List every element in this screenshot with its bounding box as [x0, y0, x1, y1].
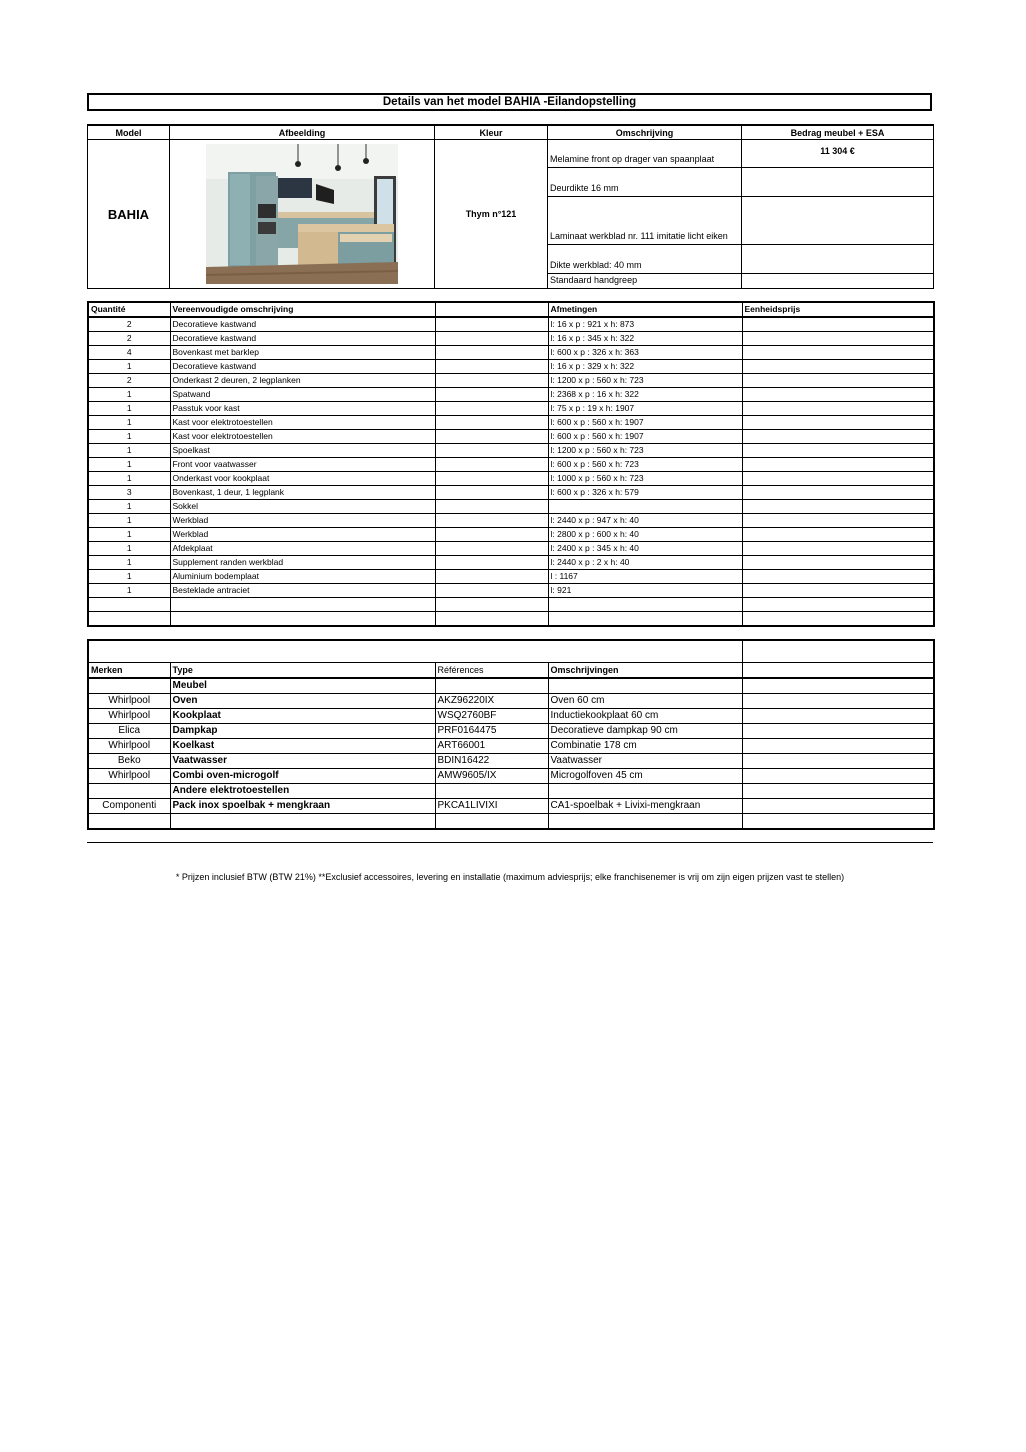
table-row: [88, 723, 934, 738]
model-name: BAHIA: [88, 140, 170, 289]
description-cell: Vaatwasser: [548, 753, 742, 768]
header-unit-price: Eenheidsprijs: [742, 302, 934, 317]
table-row: [88, 388, 934, 402]
empty-cell: [435, 612, 548, 627]
type-cell: Koelkast: [170, 738, 435, 753]
unit-price-cell: [742, 556, 934, 570]
table-row: [88, 332, 934, 346]
empty-cell: [742, 753, 934, 768]
type-cell: Kookplaat: [170, 708, 435, 723]
unit-price-cell: [742, 444, 934, 458]
description-cell: [548, 678, 742, 694]
appliances-blank-header: [88, 640, 742, 662]
description-cell: Kast voor elektrotoestellen: [170, 430, 435, 444]
unit-price-cell: [742, 570, 934, 584]
reference-cell: [435, 678, 548, 694]
table-row: [88, 458, 934, 472]
description-cell: Inductiekookplaat 60 cm: [548, 708, 742, 723]
dimensions-cell: l: 2440 x p : 947 x h: 40: [548, 514, 742, 528]
empty-cell: [742, 768, 934, 783]
table-row: [88, 738, 934, 753]
table-row: [88, 500, 934, 514]
dimensions-cell: l: 16 x p : 345 x h: 322: [548, 332, 742, 346]
appliances-blank-header-right: [742, 640, 934, 662]
dimensions-cell: l: 1000 x p : 560 x h: 723: [548, 472, 742, 486]
description-cell: Afdekplaat: [170, 542, 435, 556]
description-cell: Werkblad: [170, 528, 435, 542]
description-line-3: Laminaat werkblad nr. 111 imitatie licht eiken: [548, 197, 742, 245]
header-simplified-description: Vereenvoudigde omschrijving: [170, 302, 435, 317]
empty-cell: [435, 332, 548, 346]
quantity-cell: 4: [88, 346, 170, 360]
type-cell: Combi oven-microgolf: [170, 768, 435, 783]
quantity-cell: 1: [88, 528, 170, 542]
description-cell: [548, 813, 742, 829]
dimensions-cell: l: 1200 x p : 560 x h: 723: [548, 444, 742, 458]
unit-price-cell: [742, 346, 934, 360]
table-row: [88, 514, 934, 528]
unit-price-cell: [742, 317, 934, 332]
empty-cell: [435, 346, 548, 360]
header-references: Références: [435, 662, 548, 678]
quantity-cell: 1: [88, 430, 170, 444]
empty-cell: [742, 708, 934, 723]
reference-cell: PKCA1LIVIXI: [435, 798, 548, 813]
reference-cell: AKZ96220IX: [435, 693, 548, 708]
empty-cell: [435, 486, 548, 500]
empty-cell: [742, 798, 934, 813]
kitchen-photo: [206, 144, 398, 284]
brand-cell: Whirlpool: [88, 768, 170, 783]
description-cell: Besteklade antraciet: [170, 584, 435, 598]
quantity-cell: 1: [88, 458, 170, 472]
header-type: Type: [170, 662, 435, 678]
table-row: [88, 542, 934, 556]
type-cell: Andere elektrotoestellen: [170, 783, 435, 798]
type-cell: Pack inox spoelbak + mengkraan: [170, 798, 435, 813]
empty-cell: [742, 783, 934, 798]
dimensions-cell: l: 600 x p : 560 x h: 1907: [548, 430, 742, 444]
empty-cell: [742, 693, 934, 708]
unit-price-cell: [742, 542, 934, 556]
quantity-cell: 1: [88, 584, 170, 598]
quantity-cell: 2: [88, 317, 170, 332]
quantity-cell: 1: [88, 360, 170, 374]
empty-cell: [435, 528, 548, 542]
reference-cell: ART66001: [435, 738, 548, 753]
empty-cell: [435, 598, 548, 612]
empty-cell: [435, 360, 548, 374]
description-cell: Oven 60 cm: [548, 693, 742, 708]
quantity-cell: 1: [88, 402, 170, 416]
empty-cell: [435, 430, 548, 444]
brand-cell: Whirlpool: [88, 738, 170, 753]
table-row: [88, 584, 934, 598]
brand-cell: Whirlpool: [88, 693, 170, 708]
type-cell: Dampkap: [170, 723, 435, 738]
table-row: [88, 570, 934, 584]
table-row: [88, 346, 934, 360]
quantity-cell: 1: [88, 472, 170, 486]
table-row: [88, 598, 934, 612]
price-empty-cell: [742, 197, 934, 245]
table-row: [88, 317, 934, 332]
brand-cell: Componenti: [88, 798, 170, 813]
dimensions-cell: l: 600 x p : 560 x h: 723: [548, 458, 742, 472]
dimensions-cell: [548, 598, 742, 612]
table-row: [88, 486, 934, 500]
quantity-cell: 2: [88, 332, 170, 346]
description-cell: Sokkel: [170, 500, 435, 514]
empty-cell: [435, 556, 548, 570]
reference-cell: [435, 783, 548, 798]
description-cell: Bovenkast met barklep: [170, 346, 435, 360]
description-cell: [170, 612, 435, 627]
empty-cell: [435, 388, 548, 402]
description-cell: Supplement randen werkblad: [170, 556, 435, 570]
unit-price-cell: [742, 360, 934, 374]
table-row: [88, 693, 934, 708]
empty-cell: [435, 444, 548, 458]
page-title: Details van het model BAHIA -Eilandopstelling: [87, 93, 932, 111]
quantity-table: [87, 301, 935, 627]
table-row: [88, 360, 934, 374]
table-row: [88, 678, 934, 694]
dimensions-cell: l: 2440 x p : 2 x h: 40: [548, 556, 742, 570]
quantity-cell: 1: [88, 570, 170, 584]
description-cell: Passtuk voor kast: [170, 402, 435, 416]
dimensions-cell: l: 600 x p : 326 x h: 363: [548, 346, 742, 360]
brand-cell: [88, 678, 170, 694]
header-quantity: Quantité: [88, 302, 170, 317]
description-cell: Decoratieve dampkap 90 cm: [548, 723, 742, 738]
empty-cell: [435, 500, 548, 514]
quantity-cell: 1: [88, 514, 170, 528]
reference-cell: AMW9605/IX: [435, 768, 548, 783]
table-row: [88, 612, 934, 627]
empty-cell: [742, 738, 934, 753]
description-cell: Spatwand: [170, 388, 435, 402]
reference-cell: BDIN16422: [435, 753, 548, 768]
empty-cell: [435, 402, 548, 416]
appliances-table: [87, 639, 935, 830]
empty-cell: [435, 458, 548, 472]
unit-price-cell: [742, 332, 934, 346]
description-line-5: Standaard handgreep: [548, 274, 742, 289]
table-row: [88, 768, 934, 783]
description-cell: Decoratieve kastwand: [170, 360, 435, 374]
separator-line: [87, 842, 933, 843]
description-cell: Microgolfoven 45 cm: [548, 768, 742, 783]
description-cell: Spoelkast: [170, 444, 435, 458]
brand-cell: [88, 813, 170, 829]
header-empty: [435, 302, 548, 317]
header-image: Afbeelding: [170, 125, 435, 140]
reference-cell: WSQ2760BF: [435, 708, 548, 723]
quantity-cell: 1: [88, 556, 170, 570]
table-row: [88, 798, 934, 813]
quantity-cell: 1: [88, 444, 170, 458]
unit-price-cell: [742, 584, 934, 598]
description-cell: Aluminium bodemplaat: [170, 570, 435, 584]
table-row: [88, 430, 934, 444]
header-model: Model: [88, 125, 170, 140]
header-brands: Merken: [88, 662, 170, 678]
unit-price-cell: [742, 402, 934, 416]
unit-price-cell: [742, 598, 934, 612]
quantity-cell: [88, 598, 170, 612]
dimensions-cell: l: 16 x p : 329 x h: 322: [548, 360, 742, 374]
table-row: [88, 402, 934, 416]
type-cell: [170, 813, 435, 829]
empty-cell: [435, 514, 548, 528]
model-table: [87, 124, 934, 289]
header-descriptions: Omschrijvingen: [548, 662, 742, 678]
empty-cell: [742, 813, 934, 829]
kitchen-photo-cell: [170, 140, 435, 289]
description-line-1: Melamine front op drager van spaanplaat: [548, 140, 742, 168]
model-price: 11 304 €: [742, 140, 934, 168]
description-cell: [548, 783, 742, 798]
reference-cell: [435, 813, 548, 829]
empty-cell: [435, 542, 548, 556]
unit-price-cell: [742, 430, 934, 444]
dimensions-cell: l: 2400 x p : 345 x h: 40: [548, 542, 742, 556]
dimensions-cell: l: 921: [548, 584, 742, 598]
reference-cell: PRF0164475: [435, 723, 548, 738]
dimensions-cell: l: 2800 x p : 600 x h: 40: [548, 528, 742, 542]
dimensions-cell: l: 600 x p : 560 x h: 1907: [548, 416, 742, 430]
header-price: Bedrag meubel + ESA: [742, 125, 934, 140]
unit-price-cell: [742, 458, 934, 472]
unit-price-cell: [742, 416, 934, 430]
unit-price-cell: [742, 514, 934, 528]
description-cell: [170, 598, 435, 612]
unit-price-cell: [742, 500, 934, 514]
quantity-cell: 3: [88, 486, 170, 500]
table-row: [88, 783, 934, 798]
table-row: [88, 753, 934, 768]
empty-cell: [742, 678, 934, 694]
price-empty-cell: [742, 245, 934, 274]
description-line-4: Dikte werkblad: 40 mm: [548, 245, 742, 274]
unit-price-cell: [742, 388, 934, 402]
type-cell: Oven: [170, 693, 435, 708]
header-dimensions: Afmetingen: [548, 302, 742, 317]
model-color: Thym n°121: [435, 140, 548, 289]
table-row: [88, 528, 934, 542]
brand-cell: Beko: [88, 753, 170, 768]
empty-cell: [435, 317, 548, 332]
table-row: [88, 556, 934, 570]
description-cell: CA1-spoelbak + Livixi-mengkraan: [548, 798, 742, 813]
description-cell: Kast voor elektrotoestellen: [170, 416, 435, 430]
empty-cell: [742, 723, 934, 738]
unit-price-cell: [742, 486, 934, 500]
quantity-cell: [88, 612, 170, 627]
dimensions-cell: [548, 500, 742, 514]
quantity-cell: 1: [88, 416, 170, 430]
table-row: [88, 444, 934, 458]
description-cell: Decoratieve kastwand: [170, 332, 435, 346]
unit-price-cell: [742, 374, 934, 388]
dimensions-cell: l: 75 x p : 19 x h: 1907: [548, 402, 742, 416]
empty-cell: [435, 472, 548, 486]
dimensions-cell: l : 1167: [548, 570, 742, 584]
footnote: * Prijzen inclusief BTW (BTW 21%) **Exclusief accessoires, levering en installatie (maximum adviesprijs; elke franchisenemer is vrij om zijn eigen prijzen vast te stellen): [175, 872, 845, 882]
empty-cell: [435, 570, 548, 584]
description-cell: Werkblad: [170, 514, 435, 528]
brand-cell: [88, 783, 170, 798]
quantity-cell: 2: [88, 374, 170, 388]
header-description: Omschrijving: [548, 125, 742, 140]
description-cell: Combinatie 178 cm: [548, 738, 742, 753]
brand-cell: Elica: [88, 723, 170, 738]
dimensions-cell: [548, 612, 742, 627]
brand-cell: Whirlpool: [88, 708, 170, 723]
table-row: [88, 708, 934, 723]
description-cell: Front voor vaatwasser: [170, 458, 435, 472]
dimensions-cell: l: 600 x p : 326 x h: 579: [548, 486, 742, 500]
dimensions-cell: l: 2368 x p : 16 x h: 322: [548, 388, 742, 402]
unit-price-cell: [742, 612, 934, 627]
table-row: [88, 813, 934, 829]
description-cell: Onderkast 2 deuren, 2 legplanken: [170, 374, 435, 388]
quantity-cell: 1: [88, 388, 170, 402]
unit-price-cell: [742, 472, 934, 486]
table-row: [88, 374, 934, 388]
dimensions-cell: l: 1200 x p : 560 x h: 723: [548, 374, 742, 388]
empty-cell: [435, 374, 548, 388]
description-cell: Bovenkast, 1 deur, 1 legplank: [170, 486, 435, 500]
price-empty-cell: [742, 168, 934, 197]
empty-cell: [435, 584, 548, 598]
table-row: [88, 472, 934, 486]
description-line-2: Deurdikte 16 mm: [548, 168, 742, 197]
description-cell: Decoratieve kastwand: [170, 317, 435, 332]
table-row: [88, 416, 934, 430]
price-empty-cell: [742, 274, 934, 289]
empty-cell: [435, 416, 548, 430]
type-cell: Vaatwasser: [170, 753, 435, 768]
dimensions-cell: l: 16 x p : 921 x h: 873: [548, 317, 742, 332]
unit-price-cell: [742, 528, 934, 542]
quantity-cell: 1: [88, 500, 170, 514]
header-color: Kleur: [435, 125, 548, 140]
description-cell: Onderkast voor kookplaat: [170, 472, 435, 486]
type-cell: Meubel: [170, 678, 435, 694]
header-empty: [742, 662, 934, 678]
quantity-cell: 1: [88, 542, 170, 556]
